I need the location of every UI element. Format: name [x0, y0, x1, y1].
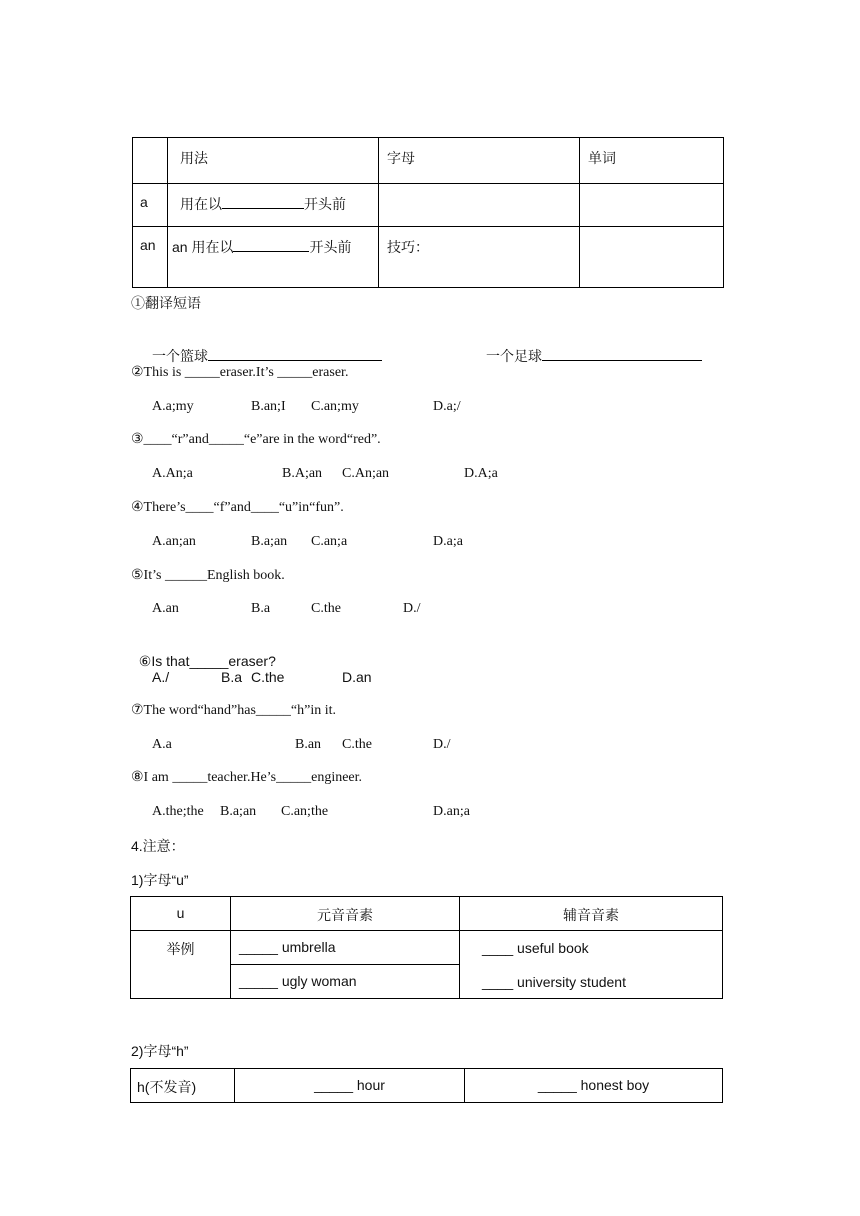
q4-option-b: B.a;an — [251, 534, 288, 549]
q8-option-c: C.an;the — [281, 804, 329, 819]
q4-option-d: D.a;a — [433, 534, 463, 549]
q6-option-b: B.a — [221, 669, 243, 685]
q6-option-c: C.the — [251, 669, 285, 685]
translate-phrase-1: 一个篮球 — [145, 329, 382, 367]
q2-option-b: B.an;I — [251, 399, 286, 414]
u-table-vowel-1: _____ umbrella — [231, 931, 460, 965]
note-heading: 4.注意： — [131, 838, 185, 854]
usage-table-row-a-word — [580, 184, 724, 227]
q3-option-b: B.A;an — [282, 466, 323, 481]
usage-table-row-an-word — [580, 227, 724, 288]
translate-title: ①翻译短语 — [131, 297, 201, 312]
blank-line — [542, 347, 702, 361]
usage-table-row-a-usage: 用在以 开头前 — [168, 184, 379, 227]
u-table-example-label: 举例 — [131, 931, 231, 999]
question-4: ④There’s____“f”and____“u”in“fun”. — [131, 500, 344, 515]
u-table-consonant-2: ____ university student — [482, 974, 626, 990]
h-table-hour: _____ hour — [235, 1069, 465, 1103]
usage-table-row-an-label: an — [133, 227, 168, 288]
usage-table-header-letter: 字母 — [379, 138, 580, 184]
q3-option-d: D.A;a — [464, 466, 498, 481]
usage-table-corner — [133, 138, 168, 184]
q2-option-a: A.a;my — [152, 399, 194, 414]
q5-option-a: A.an — [152, 601, 179, 616]
q8-option-d: D.an;a — [433, 804, 470, 819]
q5-option-c: C.the — [311, 601, 341, 616]
q4-option-a: A.an;an — [152, 534, 196, 549]
q6-option-a: A./ — [152, 669, 170, 685]
q2-option-d: D.a;/ — [433, 399, 461, 414]
usage-table — [132, 137, 724, 288]
u-table-header-consonant: 辅音音素 — [460, 897, 723, 931]
usage-table-row-a-letter — [379, 184, 580, 227]
q7-option-d: D./ — [433, 737, 451, 752]
q5-option-d: D./ — [403, 601, 421, 616]
u-table — [130, 896, 723, 999]
usage-table-header-usage: 用法 — [168, 138, 379, 184]
u-table-vowel-2: _____ ugly woman — [231, 965, 460, 999]
h-table-honest-boy: _____ honest boy — [465, 1069, 723, 1103]
question-6: ⑥Is that_____eraser? — [138, 653, 276, 669]
u-table-header-u: u — [131, 897, 231, 931]
h-table-label: h(不发音) — [131, 1069, 235, 1103]
question-7: ⑦The word“hand”has_____“h”in it. — [131, 703, 336, 718]
q7-option-c: C.the — [342, 737, 372, 752]
usage-table-row-an-tip: 技巧： — [379, 227, 580, 288]
q5-option-b: B.a — [251, 601, 271, 616]
u-heading: 1)字母“u” — [131, 872, 189, 888]
question-3: ③____“r”and_____“e”are in the word“red”. — [131, 432, 381, 447]
q8-option-b: B.a;an — [220, 804, 257, 819]
usage-table-row-an-usage: an 用在以 开头前 — [168, 227, 379, 288]
usage-table-header-word: 单词 — [580, 138, 724, 184]
blank-line — [233, 238, 309, 252]
usage-table-row-a-label: a — [133, 184, 168, 227]
h-heading: 2)字母“h” — [131, 1043, 189, 1059]
blank-line — [222, 195, 304, 209]
q3-option-c: C.An;an — [342, 466, 390, 481]
blank-line — [208, 347, 382, 361]
q8-option-a: A.the;the — [152, 804, 204, 819]
q7-option-b: B.an — [295, 737, 322, 752]
question-8: ⑧I am _____teacher.He’s_____engineer. — [131, 770, 363, 785]
question-5: ⑤It’s ______English book. — [131, 568, 285, 583]
h-table — [130, 1068, 723, 1103]
u-table-header-vowel: 元音音素 — [231, 897, 460, 931]
u-table-consonant-1: ____ useful book — [482, 940, 589, 956]
question-2: ②This is _____eraser.It’s _____eraser. — [131, 365, 349, 380]
translate-phrase-2: 一个足球 — [479, 329, 702, 367]
q3-option-a: A.An;a — [152, 466, 193, 481]
u-table-consonant-cell — [460, 931, 723, 999]
q4-option-c: C.an;a — [311, 534, 348, 549]
q6-option-d: D.an — [342, 669, 372, 685]
q7-option-a: A.a — [152, 737, 172, 752]
q2-option-c: C.an;my — [311, 399, 359, 414]
